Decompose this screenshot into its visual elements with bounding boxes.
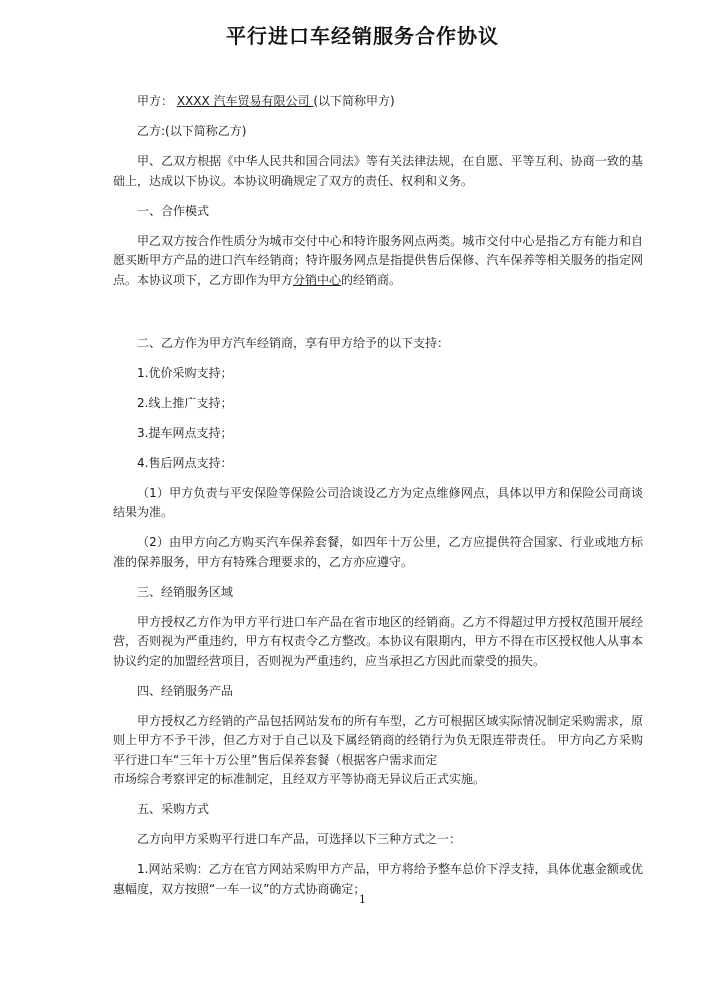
section-5-paragraph-1: 乙方向甲方采购平行进口车产品，可选择以下三种方式之一： <box>137 832 462 846</box>
section-5-paragraph-2: 1.网站采购：乙方在官方网站采购甲方产品，甲方将给予整车总价下浮支持，具体优惠金额或优惠幅度，双方按照“一车一议”的方式协商确定； <box>113 862 643 896</box>
section-2-item-2: 2.线上推广支持； <box>137 395 233 410</box>
section-2-heading: 二、乙方作为甲方汽车经销商，享有甲方给予的以下支持： <box>137 335 450 350</box>
section-3-paragraph: 甲方授权乙方作为甲方平行进口车产品在省市地区的经销商。乙方不得超过甲方授权范围开展经营，否则视为严重违约，甲方有权责令乙方整改。本协议有限期内，甲方不得在市区授权他人从事本协议约定的加盟经营项目，否则视为严重违约，应当承担乙方因此而蒙受的损失。 <box>113 614 643 668</box>
section-2-subitem-2: （2）由甲方向乙方购买汽车保养套餐，如四年十万公里，乙方应提供符合国家、行业或地方标准的保养服务，甲方有特殊合理要求的，乙方亦应遵守。 <box>113 535 643 569</box>
section-4-paragraph-continued: 市场综合考察评定的标准制定，且经双方平等协商无异议后正式实施。 <box>113 772 486 786</box>
intro-paragraph: 甲、乙双方根据《中华人民共和国合同法》等有关法律法规，在自愿、平等互利、协商一致的基础上，达成以下协议。本协议明确规定了双方的责任、权利和义务。 <box>113 154 643 188</box>
section-1-underlined-term: 分销中心 <box>293 272 342 287</box>
section-4-paragraph: 甲方授权乙方经销的产品包括网站发布的所有车型，乙方可根据区域实际情况制定采购需求，原则上甲方不予干涉，但乙方对于自己以及下属经销商的经销行为负无限连带责任。 甲方向乙方采购平行进口车“三年十万公里”售后保养套餐（根据客户需求而定 <box>113 713 643 767</box>
page-number: 1 <box>359 893 366 906</box>
section-5-heading: 五、采购方式 <box>137 802 210 816</box>
party-a-suffix: (以下简称甲方) <box>313 94 395 108</box>
section-2-item-4: 4.售后网点支持： <box>137 455 233 470</box>
party-a-name: XXXX 汽车贸易有限公司 <box>176 94 314 108</box>
section-1-text-after: 的经销商。 <box>341 272 402 287</box>
blank-spacer <box>113 301 643 334</box>
party-a-prefix: 甲方： <box>137 94 177 108</box>
section-1-heading: 一、合作模式 <box>137 203 210 218</box>
section-1-paragraph <box>113 232 643 291</box>
document-title: 平行进口车经销服务合作协议 <box>226 24 499 48</box>
document-body <box>113 92 643 910</box>
section-4-heading: 四、经销服务产品 <box>137 683 234 698</box>
party-a-line <box>113 92 643 112</box>
section-2-subitem-1: （1）甲方负责与平安保险等保险公司洽谈设乙方为定点维修网点，具体以甲方和保险公司商谈结果为准。 <box>113 485 643 519</box>
section-2-item-1: 1.优价采购支持； <box>137 365 233 380</box>
section-3-heading: 三、经销服务区域 <box>137 584 234 599</box>
party-b-line: 乙方:(以下简称乙方) <box>137 124 247 138</box>
section-1-text-before: 甲乙双方按合作性质分为城市交付中心和特许服务网点两类。城市交付中心是指乙方有能力和自愿买断甲方产品的进口汽车经销商；特许服务网点是指提供售后保修、汽车保养等相关服务的指定网点。本协议项下，乙方即作为甲方 <box>113 233 643 287</box>
section-2-item-3: 3.提车网点支持； <box>137 425 233 440</box>
